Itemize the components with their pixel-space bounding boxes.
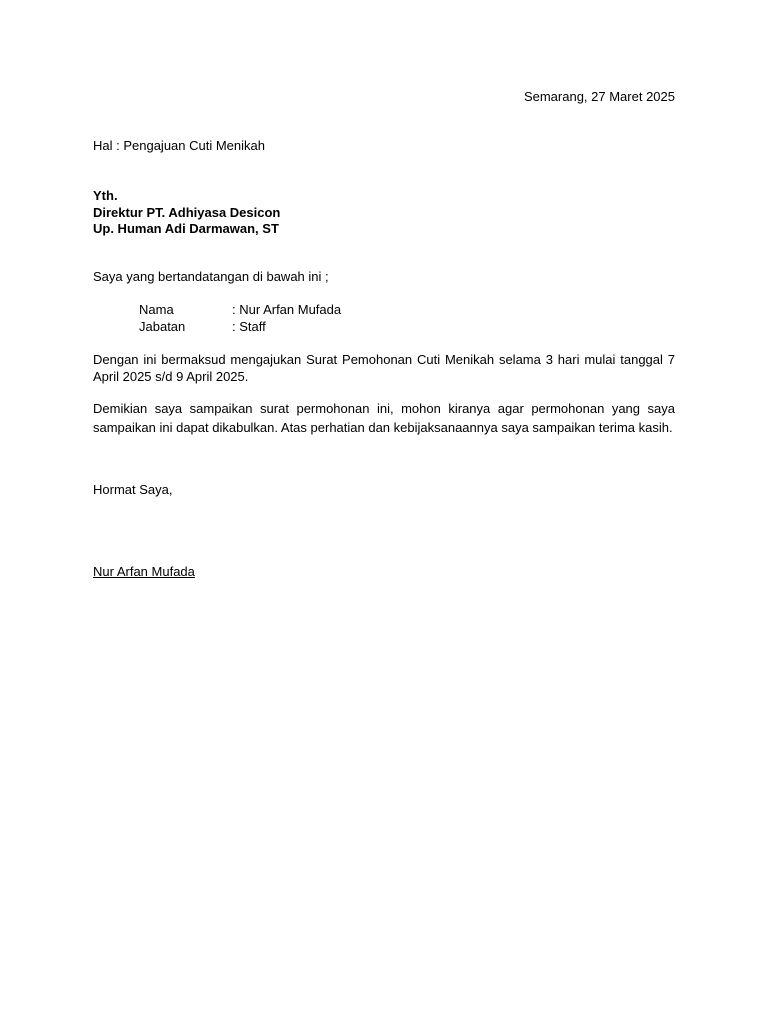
subject-line: Hal : Pengajuan Cuti Menikah: [93, 138, 265, 153]
field-label-position: Jabatan: [139, 319, 186, 334]
recipient-line-2: Up. Human Adi Darmawan, ST: [93, 221, 279, 236]
closing-line: Hormat Saya,: [93, 482, 173, 497]
body-paragraph-2: Demikian saya sampaikan surat permohonan ini, mohon kiranya agar permohonan yang saya sampaikan ini dapat dikabulkan. Atas perhatian dan kebijaksanaannya saya sampaikan terima kasih.: [93, 401, 675, 435]
intro-line: Saya yang bertandatangan di bawah ini ;: [93, 269, 329, 284]
recipient-salutation: Yth.: [93, 188, 118, 203]
signature-name: Nur Arfan Mufada: [93, 564, 195, 579]
field-value-position: : Staff: [232, 319, 266, 334]
field-value-name: : Nur Arfan Mufada: [232, 302, 342, 317]
body-paragraph-1: Dengan ini bermaksud mengajukan Surat Pemohonan Cuti Menikah selama 3 hari mulai tanggal 7 April 2025 s/d 9 April 2025.: [93, 352, 675, 384]
place-date: Semarang, 27 Maret 2025: [523, 89, 675, 104]
recipient-line-1: Direktur PT. Adhiyasa Desicon: [93, 205, 281, 220]
field-label-name: Nama: [139, 302, 174, 317]
